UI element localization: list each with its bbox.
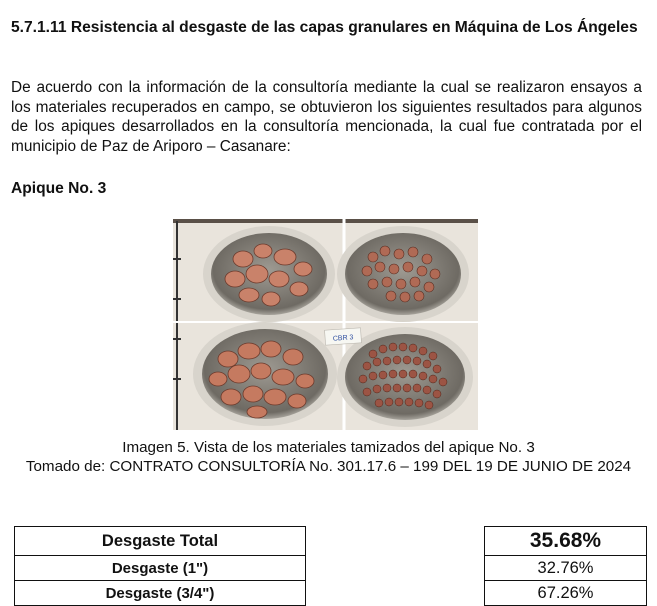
table-row: [15, 581, 306, 606]
table-row: [485, 556, 647, 581]
image-caption: Imagen 5. Vista de los materiales tamizados del apique No. 3: [122, 439, 535, 456]
table-row: [485, 581, 647, 606]
table-row: [485, 527, 647, 556]
section-paragraph: De acuerdo con la información de la consultoría mediante la cual se realizaron ensayos a los materiales recuperados en campo, se obtuvieron los siguientes resultados para algunos de los apiques desarrollados en la consultoría mencionada, la cual fue contratada por el municipio de Paz de Ariporo – Casanare:: [11, 79, 642, 155]
sieved-materials-photo: [173, 219, 478, 430]
row-value: 67.26%: [485, 581, 647, 606]
sample-label-text: CBR 3: [332, 334, 354, 343]
row-label: Desgaste (3/4"): [15, 581, 306, 606]
row-value: 32.76%: [485, 556, 647, 581]
section-heading: 5.7.1.11 Resistencia al desgaste de las capas granulares en Máquina de Los Ángeles: [11, 19, 638, 36]
table-row: [15, 556, 306, 581]
row-label: Desgaste (1"): [15, 556, 306, 581]
row-label: Desgaste Total: [15, 527, 306, 556]
results-label-table: [14, 526, 306, 606]
table-row: [15, 527, 306, 556]
apique-subheading: Apique No. 3: [11, 180, 107, 197]
row-value: 35.68%: [485, 527, 647, 556]
results-value-table: [484, 526, 647, 606]
image-source: Tomado de: CONTRATO CONSULTORÍA No. 301.17.6 – 199 DEL 19 DE JUNIO DE 2024: [25, 458, 632, 475]
